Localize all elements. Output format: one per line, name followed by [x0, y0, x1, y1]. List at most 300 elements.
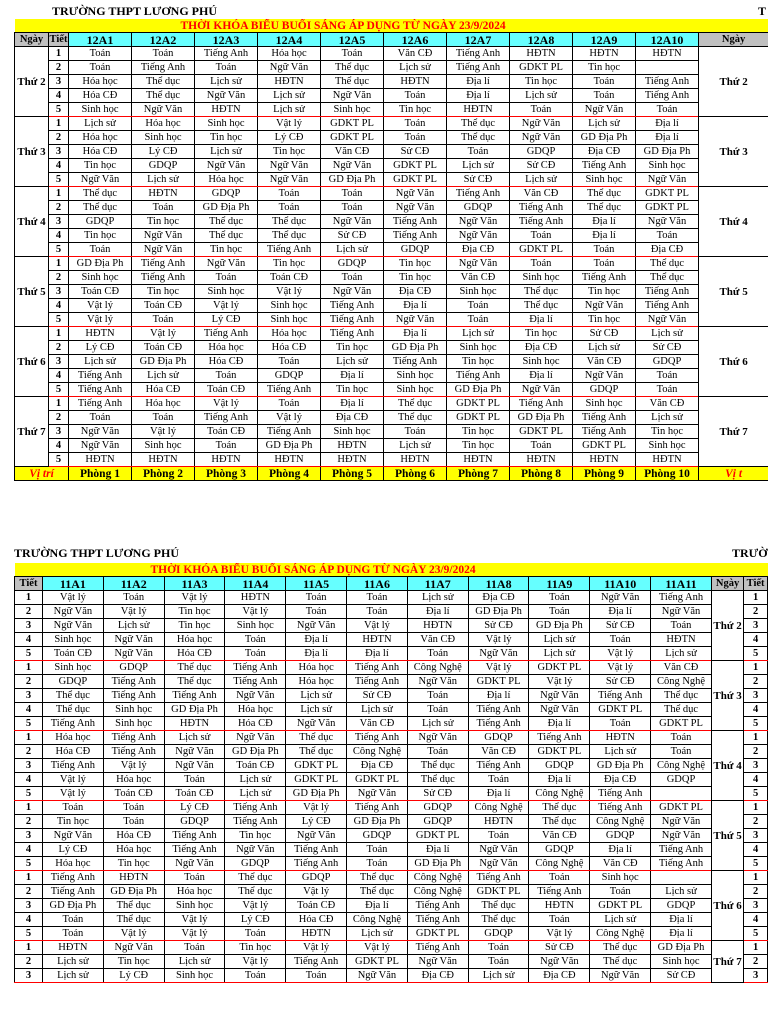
period-number: 1 — [15, 731, 43, 745]
subject-cell: Địa lí — [447, 89, 510, 103]
subject-cell: Ngữ Văn — [468, 857, 529, 871]
subject-cell: Tiếng Anh — [636, 285, 699, 299]
period-number-right: 2 — [744, 605, 768, 619]
subject-cell: Ngữ Văn — [321, 285, 384, 299]
subject-cell: Thể dục — [103, 913, 164, 927]
period-number: 2 — [15, 815, 43, 829]
subject-cell: GDKT PL — [468, 675, 529, 689]
subject-cell: Sinh học — [225, 619, 286, 633]
subject-cell: GDQP — [103, 661, 164, 675]
subject-cell: Hóa CĐ — [69, 145, 132, 159]
table-row — [15, 801, 768, 815]
subject-cell: Hóa học — [42, 857, 103, 871]
subject-cell: Ngữ Văn — [164, 759, 225, 773]
subject-cell: Lịch sử — [573, 341, 636, 355]
subject-cell: Tiếng Anh — [225, 661, 286, 675]
period-number: 2 — [15, 885, 43, 899]
subject-cell: Ngữ Văn — [510, 117, 573, 131]
subject-cell: Lịch sử — [225, 773, 286, 787]
table-row — [15, 89, 768, 103]
subject-cell: Tiếng Anh — [286, 857, 347, 871]
room-cell: Phòng 6 — [384, 467, 447, 481]
subject-cell: Vật lý — [164, 927, 225, 941]
subject-cell: Công Nghệ — [651, 675, 712, 689]
subject-cell: GDKT PL — [529, 661, 590, 675]
period-number: 2 — [15, 675, 43, 689]
subject-cell: Sinh học — [132, 131, 195, 145]
subject-cell: Lịch sử — [529, 647, 590, 661]
subject-cell: Hóa CĐ — [195, 355, 258, 369]
subject-cell: Lịch sử — [384, 439, 447, 453]
subject-cell: Hóa học — [195, 341, 258, 355]
period-number-right: 1 — [744, 591, 768, 605]
subject-cell: Địa lí — [651, 913, 712, 927]
subject-cell: Toán — [590, 717, 651, 731]
subject-cell: Địa lí — [321, 369, 384, 383]
table-row — [15, 313, 768, 327]
period-number: 5 — [15, 857, 43, 871]
subject-cell: Tiếng Anh — [573, 425, 636, 439]
period-number: 5 — [15, 717, 43, 731]
subject-cell: Tin học — [258, 145, 321, 159]
subject-cell: Địa lí — [468, 689, 529, 703]
period-number: 4 — [15, 843, 43, 857]
period-number-right: 4 — [744, 703, 768, 717]
subject-cell: Ngữ Văn — [321, 89, 384, 103]
subject-cell: Ngữ Văn — [164, 745, 225, 759]
subject-cell: Hóa học — [103, 843, 164, 857]
subject-cell: Địa lí — [573, 215, 636, 229]
subject-cell: Toán — [468, 773, 529, 787]
subject-cell: Lịch sử — [286, 689, 347, 703]
subject-cell: Tiếng Anh — [258, 243, 321, 257]
subject-cell: Hóa CĐ — [42, 745, 103, 759]
table-row — [15, 257, 768, 271]
subject-cell: Lý CĐ — [69, 341, 132, 355]
day-label: Thứ 5 — [15, 257, 49, 327]
subject-cell: Thể dục — [164, 661, 225, 675]
period-number-right: 1 — [744, 941, 768, 955]
subject-cell: GD Địa Ph — [573, 131, 636, 145]
subject-cell: Thể dục — [510, 285, 573, 299]
subject-cell: Địa lí — [590, 605, 651, 619]
day-label-right: Thứ 4 — [699, 187, 768, 257]
subject-cell: Toán CĐ — [258, 271, 321, 285]
subject-cell: Ngữ Văn — [103, 941, 164, 955]
subject-cell: GD Địa Ph — [258, 439, 321, 453]
subject-cell: Ngữ Văn — [42, 829, 103, 843]
period-number: 2 — [15, 955, 43, 969]
subject-cell: Ngữ Văn — [347, 969, 408, 983]
room-cell: Phòng 10 — [636, 467, 699, 481]
subject-cell: Toán — [510, 257, 573, 271]
header-period-right: Tiết — [744, 577, 768, 591]
subject-cell: GD Địa Ph — [103, 885, 164, 899]
subject-cell: Lý CĐ — [132, 145, 195, 159]
subject-cell: Vật lý — [286, 885, 347, 899]
subject-cell: Toán — [447, 299, 510, 313]
subject-cell: Toán — [225, 927, 286, 941]
subject-cell: Sinh học — [573, 397, 636, 411]
subject-cell: Văn CĐ — [407, 633, 468, 647]
subject-cell: Sinh học — [42, 633, 103, 647]
day-label: Thứ 2 — [711, 591, 743, 661]
subject-cell: Toán — [447, 313, 510, 327]
period-number: 3 — [49, 75, 69, 89]
subject-cell: Tiếng Anh — [225, 675, 286, 689]
subject-cell: GD Địa Ph — [529, 619, 590, 633]
room-cell: Phòng 4 — [258, 467, 321, 481]
subject-cell: Toán — [321, 271, 384, 285]
subject-cell: Ngữ Văn — [258, 61, 321, 75]
subject-cell: Thể dục — [510, 299, 573, 313]
subject-cell: Tiếng Anh — [347, 731, 408, 745]
subject-cell: Vật lý — [42, 591, 103, 605]
period-number: 1 — [49, 397, 69, 411]
class-header: 12A7 — [447, 33, 510, 47]
period-number: 4 — [15, 913, 43, 927]
subject-cell: Vật lý — [132, 425, 195, 439]
subject-cell: Ngữ Văn — [225, 689, 286, 703]
subject-cell: Lịch sử — [447, 159, 510, 173]
header-row — [15, 577, 768, 591]
subject-cell: GDQP — [225, 857, 286, 871]
subject-cell: Sinh học — [258, 299, 321, 313]
period-number-right: 5 — [744, 717, 768, 731]
table-row — [15, 61, 768, 75]
subject-cell: Lịch sử — [407, 717, 468, 731]
subject-cell: Toán — [195, 439, 258, 453]
period-number: 5 — [49, 173, 69, 187]
subject-cell: Địa lí — [407, 843, 468, 857]
table-row — [15, 885, 768, 899]
subject-cell: GDQP — [258, 369, 321, 383]
subject-cell: GDQP — [529, 759, 590, 773]
subject-cell: Hóa CĐ — [103, 829, 164, 843]
subject-cell: Lịch sử — [590, 745, 651, 759]
subject-cell: Tiếng Anh — [384, 215, 447, 229]
subject-cell: Sinh học — [447, 285, 510, 299]
subject-cell: Toán CĐ — [286, 899, 347, 913]
subject-cell: Toán — [69, 411, 132, 425]
subject-cell: GDKT PL — [286, 759, 347, 773]
day-label: Thứ 6 — [711, 871, 743, 941]
period-number: 3 — [49, 425, 69, 439]
period-number: 1 — [15, 801, 43, 815]
period-number-right: 5 — [744, 857, 768, 871]
subject-cell: Lịch sử — [69, 117, 132, 131]
subject-cell: Hóa CĐ — [132, 383, 195, 397]
table-row — [15, 369, 768, 383]
subject-cell: Lịch sử — [347, 927, 408, 941]
period-number: 1 — [15, 661, 43, 675]
table-row — [15, 229, 768, 243]
subject-cell: Toán — [590, 885, 651, 899]
subject-cell: Toán — [42, 927, 103, 941]
subject-cell: Toán — [225, 647, 286, 661]
subject-cell: Tin học — [384, 103, 447, 117]
period-number: 3 — [15, 829, 43, 843]
subject-cell: Sinh học — [384, 383, 447, 397]
table-row — [15, 717, 768, 731]
subject-cell: HĐTN — [529, 899, 590, 913]
subject-cell: Tin học — [510, 75, 573, 89]
subject-cell: GDKT PL — [407, 927, 468, 941]
subject-cell: GDKT PL — [573, 439, 636, 453]
subject-cell: Địa CĐ — [510, 341, 573, 355]
period-number: 3 — [15, 619, 43, 633]
period-number: 3 — [49, 145, 69, 159]
subject-cell — [636, 61, 699, 75]
period-number: 2 — [15, 745, 43, 759]
period-number-right: 3 — [744, 689, 768, 703]
subject-cell: Thể dục — [225, 871, 286, 885]
subject-cell: Ngữ Văn — [651, 829, 712, 843]
subject-cell: Toán — [286, 969, 347, 983]
subject-cell: Công Nghệ — [347, 745, 408, 759]
period-number: 4 — [15, 633, 43, 647]
subject-cell: Tiếng Anh — [321, 299, 384, 313]
day-label: Thứ 3 — [15, 117, 49, 187]
subject-cell: GDQP — [195, 187, 258, 201]
subject-cell: Toán CĐ — [195, 383, 258, 397]
subject-cell: GD Địa Ph — [407, 857, 468, 871]
subject-cell: Sử CĐ — [347, 689, 408, 703]
subject-cell: Thể dục — [164, 675, 225, 689]
period-number: 3 — [49, 215, 69, 229]
subject-cell: Toán — [195, 61, 258, 75]
subject-cell: Thể dục — [407, 773, 468, 787]
subject-cell: Tiếng Anh — [195, 47, 258, 61]
period-number: 1 — [15, 871, 43, 885]
subject-cell: Tiếng Anh — [347, 675, 408, 689]
subject-cell: Tiếng Anh — [164, 689, 225, 703]
subject-cell: Hóa CĐ — [286, 913, 347, 927]
subject-cell: Tiếng Anh — [651, 857, 712, 871]
subject-cell: Ngữ Văn — [447, 229, 510, 243]
subject-cell: GD Địa Ph — [468, 605, 529, 619]
subject-cell: Lịch sử — [384, 61, 447, 75]
subject-cell: Tin học — [384, 271, 447, 285]
subject-cell: Ngữ Văn — [407, 675, 468, 689]
room-cell: Phòng 5 — [321, 467, 384, 481]
subject-cell: Lịch sử — [636, 327, 699, 341]
subject-cell: Tiếng Anh — [636, 89, 699, 103]
subject-cell: HĐTN — [447, 453, 510, 467]
table-row — [15, 173, 768, 187]
subject-cell: Toán — [636, 103, 699, 117]
subject-cell: Tiếng Anh — [195, 411, 258, 425]
class-header: 11A2 — [103, 577, 164, 591]
subject-cell: Tin học — [573, 285, 636, 299]
subject-cell: HĐTN — [573, 47, 636, 61]
day-label-right: Thứ 2 — [699, 47, 768, 117]
subject-cell: Sinh học — [510, 271, 573, 285]
subject-cell: Ngữ Văn — [407, 731, 468, 745]
subject-cell: Vật lý — [42, 787, 103, 801]
subject-cell: Địa CĐ — [384, 285, 447, 299]
subject-cell: Địa CĐ — [529, 969, 590, 983]
table-row — [15, 941, 768, 955]
school-name-top: TRƯỜNG THPT LƯƠNG PHÚ — [52, 4, 218, 18]
subject-cell: GDKT PL — [321, 117, 384, 131]
room-cell: Phòng 8 — [510, 467, 573, 481]
subject-cell: GDQP — [407, 815, 468, 829]
subject-cell: HĐTN — [384, 453, 447, 467]
subject-cell: Ngữ Văn — [103, 647, 164, 661]
subject-cell: Hóa học — [69, 75, 132, 89]
subject-cell: Vật lý — [258, 117, 321, 131]
subject-cell: Toán CĐ — [132, 299, 195, 313]
table-row — [15, 773, 768, 787]
subject-cell: Tiếng Anh — [407, 941, 468, 955]
subject-cell: Ngữ Văn — [407, 955, 468, 969]
timetable-grade-12 — [14, 19, 768, 481]
subject-cell: Lịch sử — [164, 955, 225, 969]
subject-cell: Sinh học — [573, 173, 636, 187]
subject-cell: Tiếng Anh — [42, 717, 103, 731]
subject-cell: Tiếng Anh — [258, 383, 321, 397]
subject-cell: Lịch sử — [132, 369, 195, 383]
subject-cell: Tiếng Anh — [164, 843, 225, 857]
subject-cell: Thể dục — [384, 411, 447, 425]
subject-cell: Lịch sử — [321, 243, 384, 257]
subject-cell: Tiếng Anh — [529, 885, 590, 899]
subject-cell: Toán — [590, 633, 651, 647]
class-header: 11A11 — [651, 577, 712, 591]
table-row — [15, 271, 768, 285]
subject-cell: Lịch sử — [651, 885, 712, 899]
subject-cell: GD Địa Ph — [225, 745, 286, 759]
period-number: 4 — [49, 89, 69, 103]
subject-cell: HĐTN — [651, 633, 712, 647]
subject-cell: GDKT PL — [590, 703, 651, 717]
subject-cell: Tiếng Anh — [636, 75, 699, 89]
subject-cell: GDQP — [468, 927, 529, 941]
class-header: 11A9 — [529, 577, 590, 591]
subject-cell: Ngữ Văn — [195, 89, 258, 103]
subject-cell: Lịch sử — [636, 411, 699, 425]
subject-cell: Tin học — [510, 327, 573, 341]
subject-cell: GDQP — [132, 159, 195, 173]
table-row — [15, 815, 768, 829]
subject-cell: Ngữ Văn — [195, 257, 258, 271]
table-row — [15, 857, 768, 871]
period-number: 2 — [49, 411, 69, 425]
subject-cell: Toán — [651, 619, 712, 633]
subject-cell: Toán — [132, 313, 195, 327]
period-number-right: 5 — [744, 787, 768, 801]
subject-cell: Tin học — [447, 425, 510, 439]
subject-cell: Toán — [347, 605, 408, 619]
subject-cell: Địa lí — [636, 131, 699, 145]
subject-cell: HĐTN — [258, 453, 321, 467]
subject-cell: GDKT PL — [447, 397, 510, 411]
subject-cell: Sinh học — [258, 313, 321, 327]
subject-cell: Lịch sử — [42, 955, 103, 969]
footer-label: Vị trí — [15, 467, 69, 481]
subject-cell: Tin học — [132, 215, 195, 229]
subject-cell: Tin học — [384, 257, 447, 271]
subject-cell: Ngữ Văn — [195, 159, 258, 173]
subject-cell: Vật lý — [529, 927, 590, 941]
subject-cell: Toán — [636, 369, 699, 383]
subject-cell: GD Địa Ph — [651, 941, 712, 955]
subject-cell: GDKT PL — [468, 885, 529, 899]
period-number: 4 — [15, 703, 43, 717]
subject-cell: Toán — [573, 75, 636, 89]
table-row — [15, 75, 768, 89]
period-number-right: 3 — [744, 759, 768, 773]
subject-cell: Tiếng Anh — [510, 215, 573, 229]
subject-cell: Tiếng Anh — [69, 397, 132, 411]
subject-cell: Toán — [103, 591, 164, 605]
subject-cell: Ngữ Văn — [651, 815, 712, 829]
subject-cell: Tiếng Anh — [384, 229, 447, 243]
subject-cell: Ngữ Văn — [132, 229, 195, 243]
table-row — [15, 843, 768, 857]
subject-cell: Thể dục — [321, 75, 384, 89]
subject-cell: Ngữ Văn — [286, 619, 347, 633]
subject-cell: Hóa học — [103, 773, 164, 787]
subject-cell: Sinh học — [321, 425, 384, 439]
subject-cell: Tiếng Anh — [258, 425, 321, 439]
subject-cell: Toán — [636, 383, 699, 397]
footer-row — [15, 467, 768, 481]
period-number-right: 1 — [744, 661, 768, 675]
subject-cell: Tiếng Anh — [468, 871, 529, 885]
subject-cell: Ngữ Văn — [510, 383, 573, 397]
subject-cell: Hóa học — [132, 397, 195, 411]
subject-cell: Công Nghệ — [407, 885, 468, 899]
day-label-right: Thứ 7 — [699, 397, 768, 467]
subject-cell: Toán — [407, 647, 468, 661]
period-number: 5 — [15, 787, 43, 801]
subject-cell: Tiếng Anh — [103, 731, 164, 745]
subject-cell: Địa lí — [651, 927, 712, 941]
table-row — [15, 439, 768, 453]
subject-cell: Toán — [69, 61, 132, 75]
subject-cell: Tiếng Anh — [42, 759, 103, 773]
subject-cell: Địa lí — [407, 605, 468, 619]
subject-cell: Ngữ Văn — [225, 731, 286, 745]
subject-cell: Toán — [258, 397, 321, 411]
class-header: 11A6 — [347, 577, 408, 591]
class-header: 12A4 — [258, 33, 321, 47]
subject-cell: Lịch sử — [321, 355, 384, 369]
subject-cell: Toán — [42, 801, 103, 815]
subject-cell: Sinh học — [164, 969, 225, 983]
subject-cell: Hóa học — [132, 117, 195, 131]
day-label: Thứ 5 — [711, 801, 743, 871]
subject-cell: Thể dục — [225, 885, 286, 899]
subject-cell: Văn CĐ — [636, 397, 699, 411]
day-label: Thứ 4 — [711, 731, 743, 801]
subject-cell: Ngữ Văn — [103, 633, 164, 647]
subject-cell: Vật lý — [286, 801, 347, 815]
subject-cell: Sử CĐ — [510, 159, 573, 173]
subject-cell: Ngữ Văn — [529, 955, 590, 969]
subject-cell: Ngữ Văn — [132, 243, 195, 257]
subject-cell: Toán — [468, 955, 529, 969]
table-row — [15, 591, 768, 605]
subject-cell: Sinh học — [69, 103, 132, 117]
class-header: 12A2 — [132, 33, 195, 47]
subject-cell: Sinh học — [636, 159, 699, 173]
header-row — [15, 33, 768, 47]
subject-cell: Toán — [69, 47, 132, 61]
title-row — [15, 19, 768, 33]
